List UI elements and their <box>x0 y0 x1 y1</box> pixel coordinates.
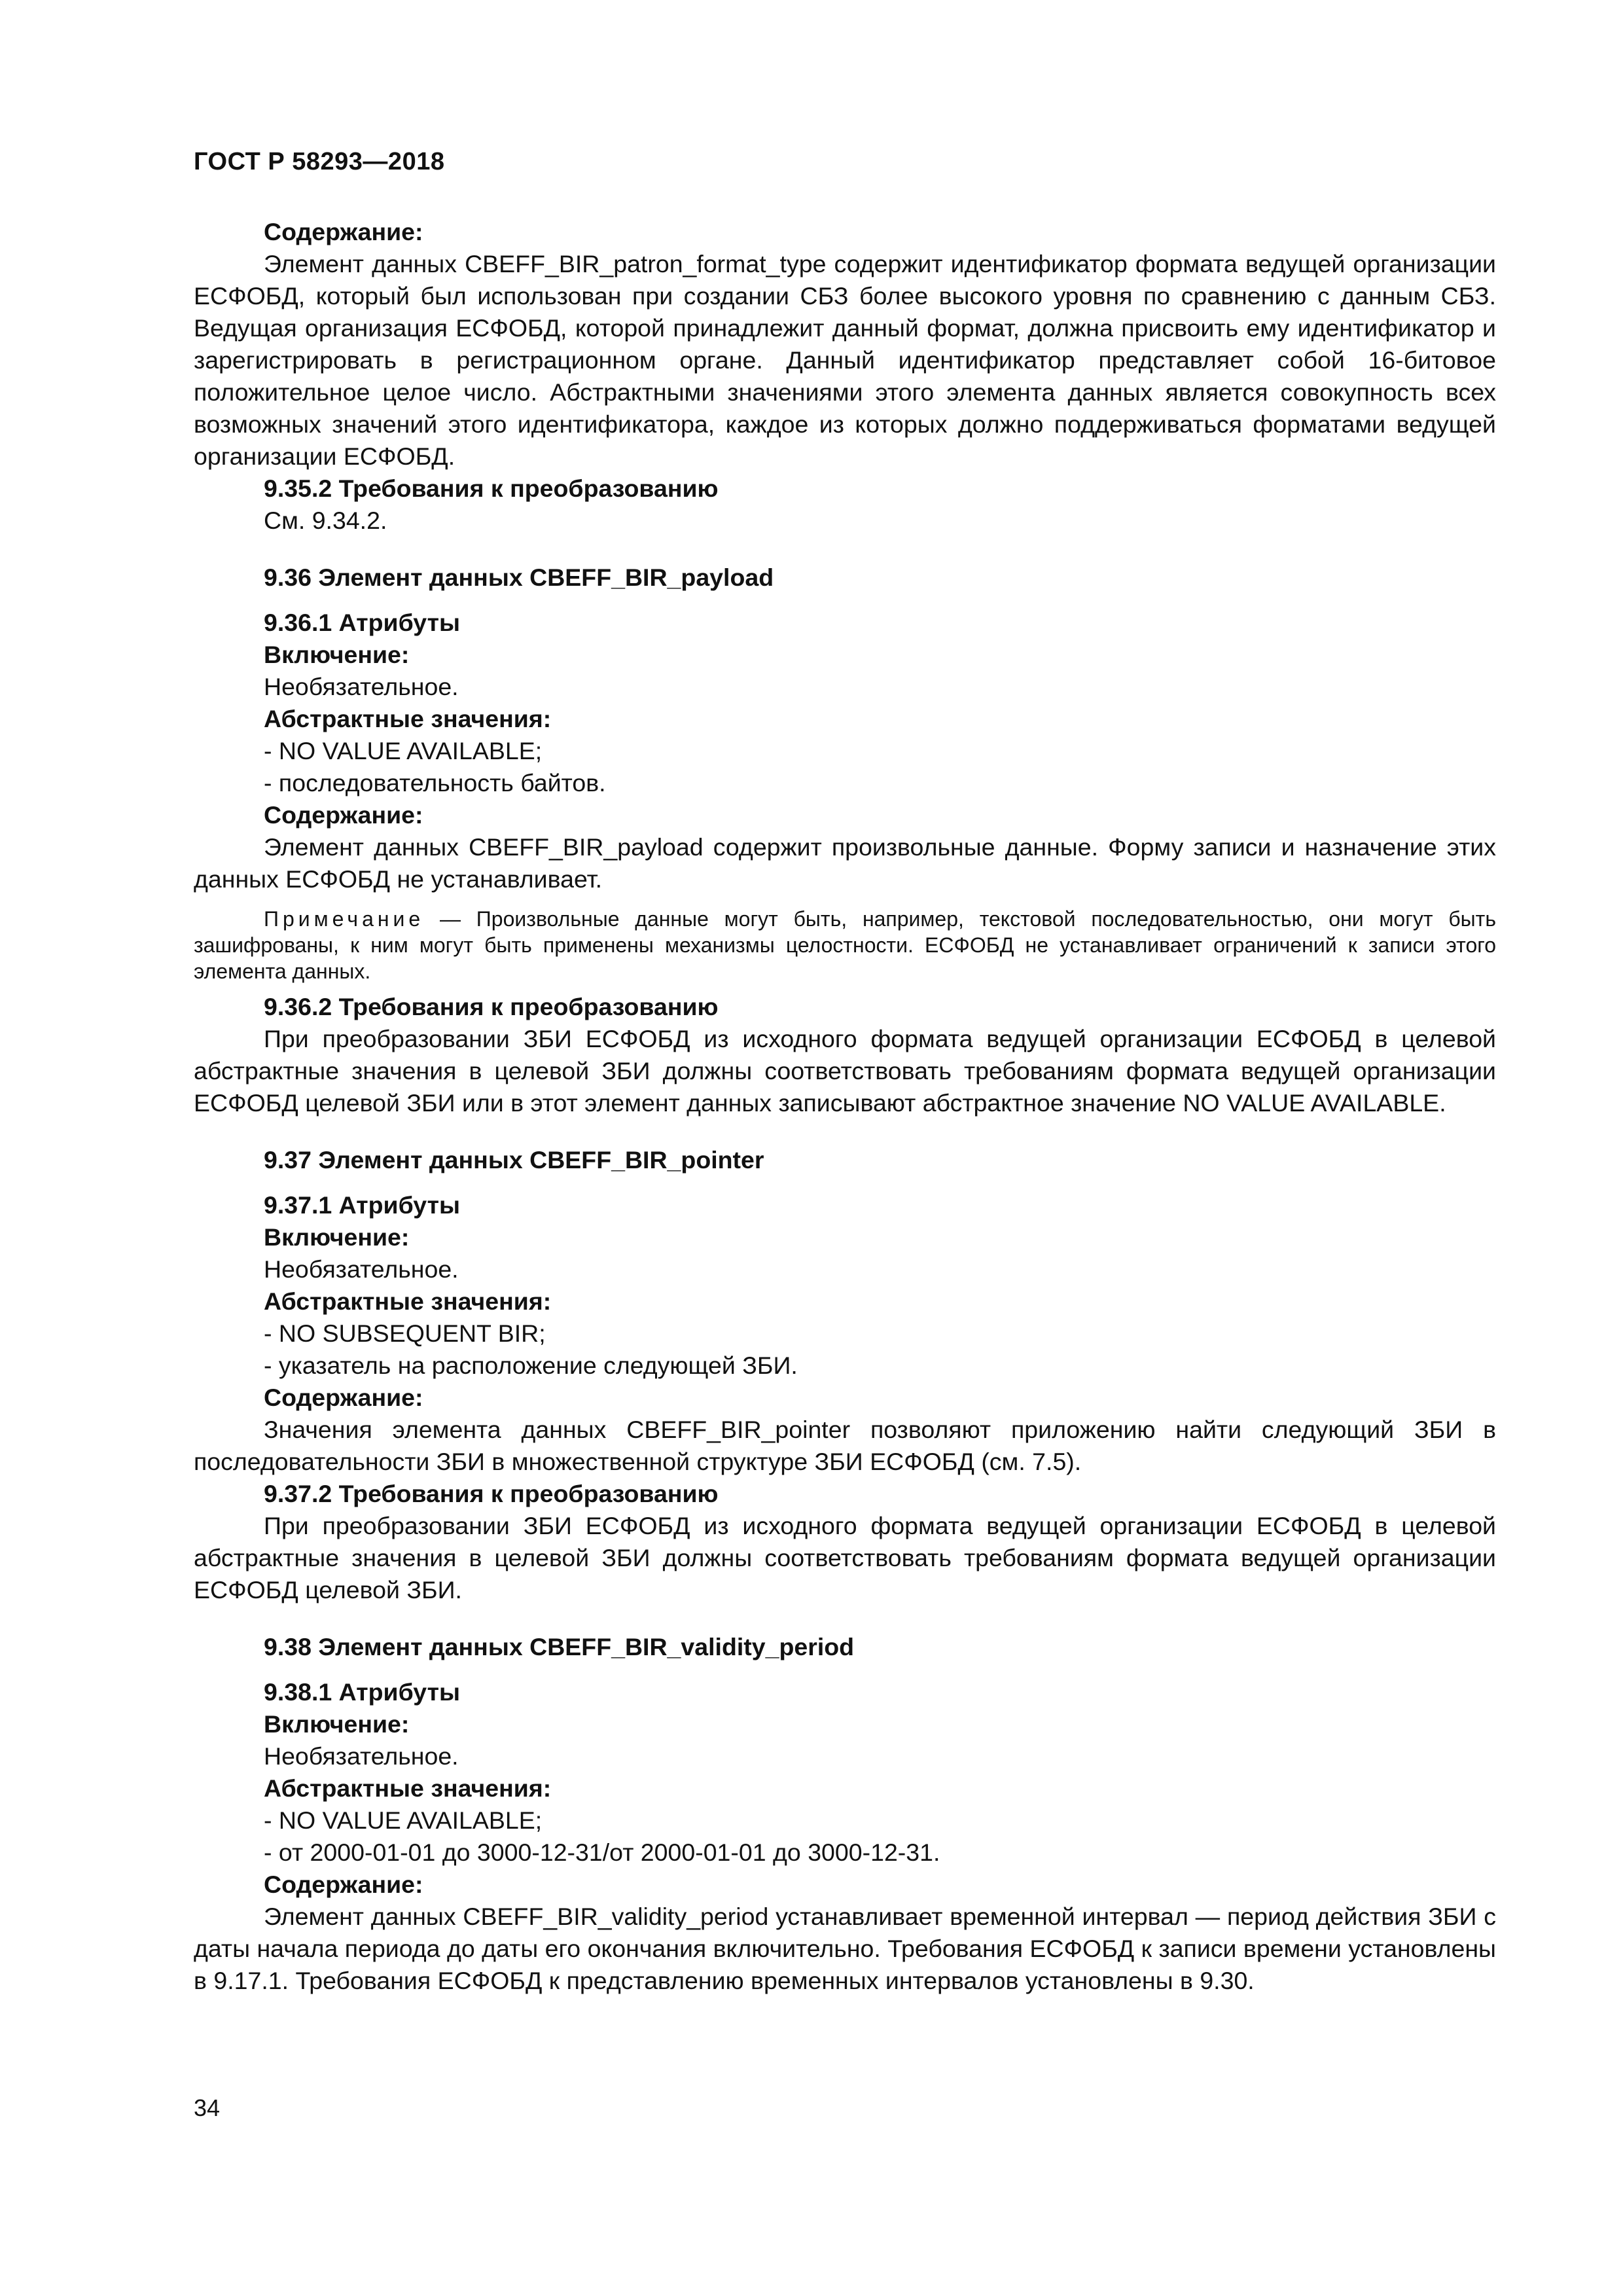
content-paragraph: Элемент данных CBEFF_BIR_validity_period устанавливает временной интервал — период действия ЗБИ с даты начала периода до даты его окончания включительно. Требования ЕСФОБД к записи времени установлены в 9.17.1. Требования ЕСФОБД к представлению временных интервалов установлены в 9.30. <box>194 1903 1496 1994</box>
paragraph: При преобразовании ЗБИ ЕСФОБД из исходного формата ведущей организации ЕСФОБД в целевой абстрактные значения в целевой ЗБИ должны соответствовать требованиям формата ведущей организации ЕСФОБД целевой ЗБИ или в этот элемент данных записывают абстрактное значение NO VALUE AVAILABLE. <box>194 1025 1496 1117</box>
document-header: ГОСТ Р 58293—2018 <box>194 148 445 175</box>
list-item: - NO VALUE AVAILABLE; <box>264 737 543 764</box>
paragraph: При преобразовании ЗБИ ЕСФОБД из исходного формата ведущей организации ЕСФОБД в целевой абстрактные значения в целевой ЗБИ должны соответствовать требованиям формата ведущей организации ЕСФОБД целевой ЗБИ. <box>194 1512 1496 1604</box>
section-heading: 9.38 Элемент данных CBEFF_BIR_validity_period <box>264 1633 855 1660</box>
inclusion-label: Включение: <box>264 1223 410 1251</box>
subsection-heading: 9.38.1 Атрибуты <box>264 1678 460 1706</box>
abstract-values-label: Абстрактные значения: <box>264 705 552 732</box>
content-label: Содержание: <box>264 1384 423 1411</box>
subsection-heading: 9.37.1 Атрибуты <box>264 1191 460 1219</box>
list-item: - последовательность байтов. <box>264 769 606 797</box>
subsection-heading: 9.37.2 Требования к преобразованию <box>264 1480 719 1507</box>
subsection-heading: 9.35.2 Требования к преобразованию <box>264 475 719 502</box>
content-paragraph: Элемент данных CBEFF_BIR_payload содержит произвольные данные. Форму записи и назначение этих данных ЕСФОБД не устанавливает. <box>194 833 1496 893</box>
note-label: Примечание <box>264 907 425 931</box>
content-paragraph: Элемент данных CBEFF_BIR_patron_format_type содержит идентификатор формата ведущей организации ЕСФОБД, который был использован при создании СБЗ более высокого уровня по сравнению с данным СБЗ. Ведущая организация ЕСФОБД, которой принадлежит данный формат, должна присвоить ему идентификатор и зарегистрировать в регистрационном органе. Данный идентификатор представляет собой 16-битовое положительное целое число. Абстрактными значениями этого элемента данных является совокупность всех возможных значений этого идентификатора, каждое из которых должно поддерживаться форматами ведущей организации ЕСФОБД. <box>194 250 1496 470</box>
abstract-values-label: Абстрактные значения: <box>264 1774 552 1802</box>
section-heading: 9.36 Элемент данных CBEFF_BIR_payload <box>264 564 774 591</box>
inclusion-label: Включение: <box>264 641 410 668</box>
section-heading: 9.37 Элемент данных CBEFF_BIR_pointer <box>264 1146 764 1174</box>
subsection-heading: 9.36.2 Требования к преобразованию <box>264 993 719 1020</box>
content-label: Содержание: <box>264 1871 423 1898</box>
inclusion-value: Необязательное. <box>264 673 459 700</box>
subsection-heading: 9.36.1 Атрибуты <box>264 609 460 636</box>
content-paragraph: Значения элемента данных CBEFF_BIR_pointer позволяют приложению найти следующий ЗБИ в последовательности ЗБИ в множественной структуре ЗБИ ЕСФОБД (см. 7.5). <box>194 1416 1496 1475</box>
paragraph: См. 9.34.2. <box>264 507 387 534</box>
list-item: - от 2000-01-01 до 3000-12-31/от 2000-01-01 до 3000-12-31. <box>264 1839 940 1866</box>
note <box>194 906 1496 984</box>
list-item: - NO SUBSEQUENT BIR; <box>264 1319 546 1347</box>
content-label: Содержание: <box>264 218 423 245</box>
page-number: 34 <box>194 2094 221 2121</box>
inclusion-value: Необязательное. <box>264 1255 459 1283</box>
content-label: Содержание: <box>264 801 423 829</box>
document-body <box>194 216 1496 1997</box>
inclusion-label: Включение: <box>264 1710 410 1738</box>
abstract-values-label: Абстрактные значения: <box>264 1287 552 1315</box>
list-item: - NO VALUE AVAILABLE; <box>264 1806 543 1834</box>
note-text: — Произвольные данные могут быть, например, текстовой последовательностью, они могут быть зашифрованы, к ним могут быть применены механизмы целостности. ЕСФОБД не устанавливает ограничений к записи этого элемента данных. <box>194 907 1496 983</box>
list-item: - указатель на расположение следующей ЗБИ. <box>264 1352 798 1379</box>
inclusion-value: Необязательное. <box>264 1742 459 1770</box>
